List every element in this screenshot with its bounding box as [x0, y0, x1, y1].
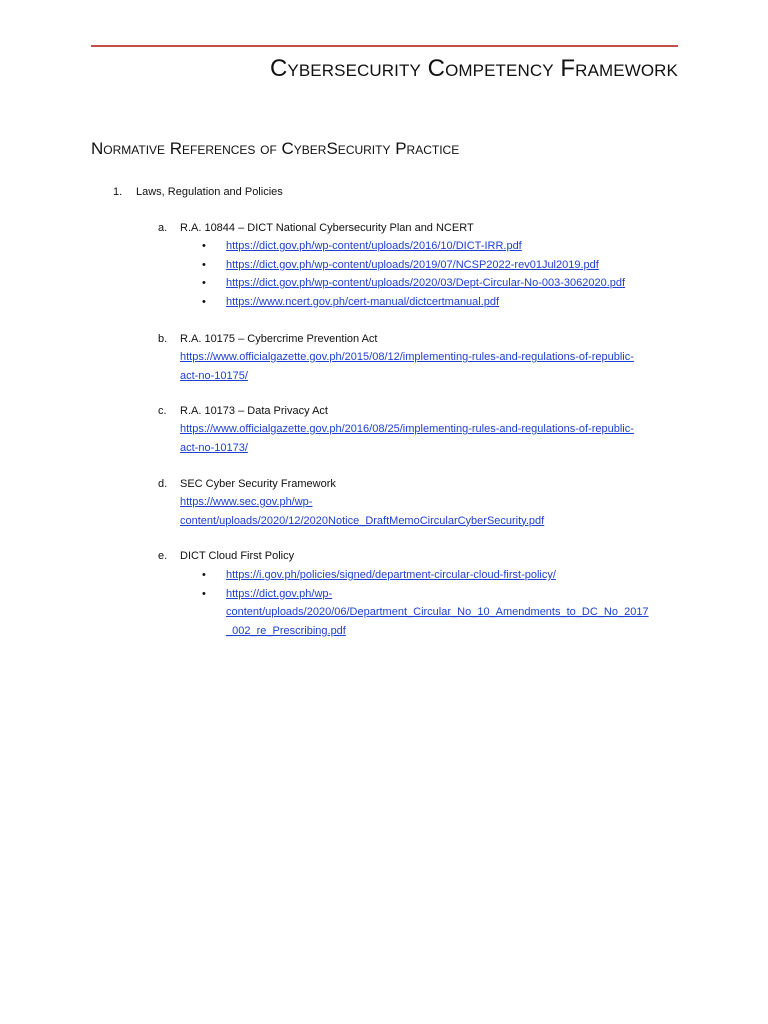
section-heading: Normative References of CyberSecurity Practice	[91, 139, 460, 158]
link-line: https://www.officialgazette.gov.ph/2016/08/25/implementing-rules-and-regulations-of-republic-	[180, 423, 634, 435]
list-item-laws	[113, 184, 283, 200]
bullet-icon: •	[202, 587, 206, 600]
link-sec-memo-circular[interactable]	[180, 493, 677, 530]
link-line: https://www.sec.gov.ph/wp-	[180, 496, 313, 508]
list-item	[200, 237, 678, 256]
bullet-icon: •	[202, 258, 206, 271]
sublist-label: DICT Cloud First Policy	[180, 550, 295, 562]
sublist-letter: d.	[158, 478, 168, 490]
sublist-item-ra-10175	[158, 330, 678, 386]
sublist-label: SEC Cyber Security Framework	[180, 478, 336, 490]
sublist-letter: b.	[158, 333, 168, 345]
link-ncsp2022[interactable]: https://dict.gov.ph/wp-content/uploads/2019/07/NCSP2022-rev01Jul2019.pdf	[226, 258, 599, 271]
link-line: https://dict.gov.ph/wp-	[226, 587, 333, 600]
link-ra-10173-irr[interactable]	[180, 420, 677, 457]
list-number: 1.	[113, 186, 123, 198]
link-cloud-first-policy[interactable]: https://i.gov.ph/policies/signed/department-circular-cloud-first-policy/	[226, 569, 556, 581]
sublist-label: R.A. 10173 – Data Privacy Act	[180, 405, 328, 417]
list-item	[200, 566, 678, 585]
sublist-item-ra-10844	[158, 219, 678, 314]
bullet-icon: •	[202, 295, 206, 308]
sublist-letter: e.	[158, 550, 168, 562]
bullet-icon: •	[202, 569, 206, 581]
link-line: act-no-10173/	[180, 441, 248, 454]
link-department-circular-10[interactable]	[226, 585, 678, 641]
list-item	[200, 585, 678, 641]
sublist-letter: c.	[158, 405, 167, 417]
sublist-label: R.A. 10175 – Cybercrime Prevention Act	[180, 333, 378, 345]
list-item-label: Laws, Regulation and Policies	[136, 186, 283, 198]
link-list	[200, 566, 678, 640]
sublist-item-cloud-first	[158, 547, 678, 647]
link-line: content/uploads/2020/12/2020Notice_DraftMemoCircularCyberSecurity.pdf	[180, 514, 545, 527]
link-line: content/uploads/2020/06/Department_Circular_No_10_Amendments_to_DC_No_2017	[226, 606, 649, 618]
list-item	[200, 274, 678, 293]
link-dept-circular-003[interactable]: https://dict.gov.ph/wp-content/uploads/2020/03/Dept-Circular-No-003-3062020.pdf	[226, 277, 626, 289]
list-item	[200, 293, 678, 312]
link-line: _002_re_Prescribing.pdf	[226, 624, 346, 637]
bullet-icon: •	[202, 240, 206, 252]
link-line: https://www.officialgazette.gov.ph/2015/08/12/implementing-rules-and-regulations-of-republic-	[180, 351, 634, 363]
header-rule	[91, 45, 678, 47]
link-dictcertmanual[interactable]: https://www.ncert.gov.ph/cert-manual/dictcertmanual.pdf	[226, 295, 500, 308]
bullet-icon: •	[202, 277, 206, 289]
link-ra-10175-irr[interactable]	[180, 348, 677, 385]
link-dict-irr[interactable]: https://dict.gov.ph/wp-content/uploads/2016/10/DICT-IRR.pdf	[226, 240, 522, 252]
list-item	[200, 256, 678, 275]
link-line: act-no-10175/	[180, 369, 248, 382]
sublist-item-sec-framework	[158, 475, 678, 531]
link-list	[200, 237, 678, 311]
sublist-label: R.A. 10844 – DICT National Cybersecurity Plan and NCERT	[180, 222, 474, 234]
sublist-item-ra-10173	[158, 402, 678, 458]
sublist-letter: a.	[158, 222, 168, 234]
document-title: Cybersecurity Competency Framework	[270, 55, 678, 82]
